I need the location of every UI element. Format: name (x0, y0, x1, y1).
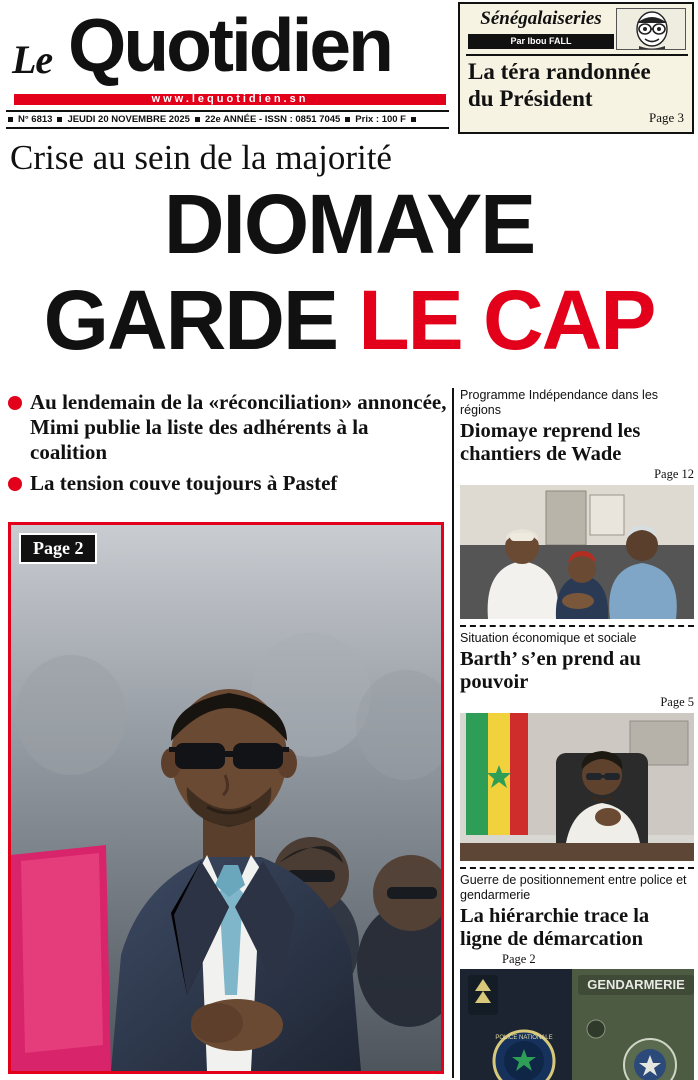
red-bullet-icon (8, 477, 22, 491)
right-story-2-headline: Barth’ s’en prend au pouvoir (460, 648, 641, 693)
man-at-desk-flag-photo (460, 713, 694, 861)
right-story-3-kicker: Guerre de positionnement entre police et gendarmerie (460, 873, 687, 902)
lead-headline-line1: DIOMAYE (163, 177, 535, 271)
police-gendarmerie-badges-photo (460, 969, 694, 1080)
senegalaiseries-headline (468, 58, 690, 112)
svg-text:GENDARMERIE: GENDARMERIE (587, 977, 685, 992)
lead-bullet-1: Au lendemain de la «réconciliation» annoncée, Mimi publie la liste des adhérents à la coalition (30, 390, 447, 464)
right-story-1-kicker: Programme Indépendance dans les régions (460, 388, 659, 417)
issue-info-bar (6, 110, 449, 129)
lead-headline-black: GARDE (43, 273, 359, 367)
meeting-handshake-svg (460, 485, 694, 619)
masthead (0, 0, 455, 130)
lead-main-photo[interactable] (8, 522, 444, 1074)
right-column (452, 388, 694, 1078)
president-portrait-photo (11, 525, 441, 1071)
right-story-2-kicker: Situation économique et sociale (460, 631, 637, 645)
senegalaiseries-headline-line2: du Président (468, 86, 593, 111)
police-gendarmerie-svg (460, 969, 694, 1080)
issue-number: N° 6813 (18, 114, 53, 125)
issue-date: JEUDI 20 NOVEMBRE 2025 (67, 114, 190, 125)
right-story-1-headline: Diomaye reprend les chantiers de Wade (460, 420, 641, 465)
square-bullet-icon (345, 117, 350, 122)
senegalaiseries-page-ref[interactable]: Page 3 (648, 110, 684, 125)
caricature-svg (617, 9, 686, 50)
lead-page-badge[interactable]: Page 2 (19, 533, 97, 564)
right-story-2-page-ref[interactable]: Page 5 (660, 695, 694, 709)
svg-text:POLICE NATIONALE: POLICE NATIONALE (495, 1035, 553, 1041)
divider (460, 625, 694, 627)
divider (460, 867, 694, 869)
right-story-3-page-ref[interactable]: Page 2 (502, 952, 536, 966)
red-bullet-icon (8, 396, 22, 410)
list-item[interactable] (8, 390, 448, 465)
issue-price: Prix : 100 F (355, 114, 406, 125)
man-at-desk-svg (460, 713, 694, 861)
lead-headline-line2 (0, 273, 698, 367)
list-item[interactable] (8, 471, 448, 496)
right-story-2[interactable] (460, 631, 694, 861)
square-bullet-icon (8, 117, 13, 122)
senegalaiseries-box[interactable] (458, 2, 694, 134)
senegalaiseries-headline-line1: La téra randonnée (468, 59, 651, 84)
issue-year-issn: 22e ANNÉE - ISSN : 0851 7045 (204, 114, 341, 125)
senegalaiseries-title: Sénégalaiseries (480, 8, 602, 29)
logo-main-text: Quotidien (68, 3, 391, 87)
right-story-1-page-ref[interactable]: Page 12 (654, 467, 694, 481)
right-story-3-headline: La hiérarchie trace la ligne de démarcation (460, 905, 650, 950)
lead-kicker: Crise au sein de la majorité (10, 138, 392, 177)
square-bullet-icon (57, 117, 62, 122)
caricature-portrait-icon (616, 8, 686, 50)
right-story-3[interactable] (460, 873, 694, 1080)
newspaper-logo[interactable] (8, 3, 448, 106)
square-bullet-icon (411, 117, 416, 122)
meeting-handshake-photo (460, 485, 694, 619)
website-url[interactable]: www.lequotidien.sn (151, 93, 309, 105)
lead-headline-red: LE CAP (358, 273, 655, 367)
senegalaiseries-byline: Par Ibou FALL (468, 34, 614, 49)
lead-bullet-list (8, 390, 448, 502)
logo-le-text: Le (12, 37, 53, 82)
right-story-1[interactable] (460, 388, 694, 619)
square-bullet-icon (195, 117, 200, 122)
divider (466, 54, 688, 56)
lead-bullet-2: La tension couve toujours à Pastef (30, 471, 338, 495)
